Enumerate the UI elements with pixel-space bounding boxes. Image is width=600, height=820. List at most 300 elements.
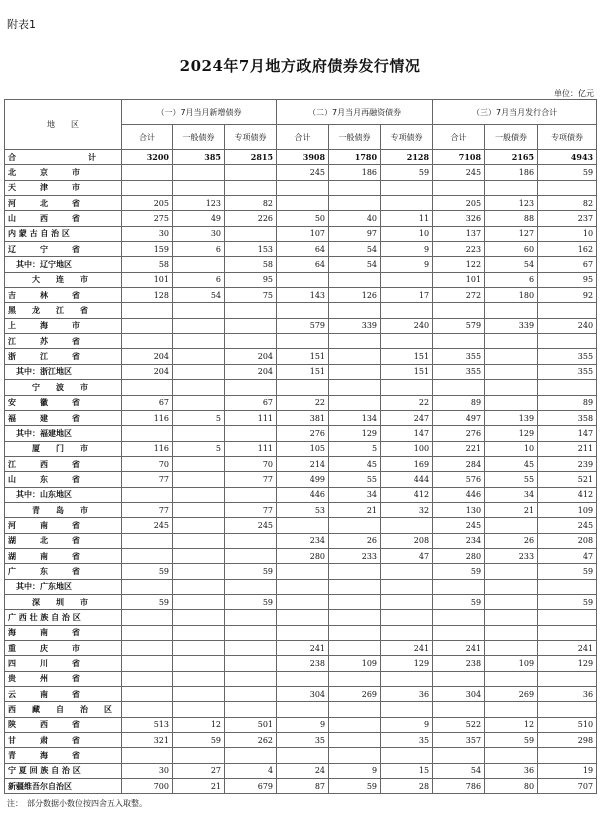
value-cell — [381, 180, 433, 195]
value-cell: 245 — [433, 518, 485, 533]
value-cell: 70 — [225, 456, 277, 471]
value-cell — [485, 641, 538, 656]
value-cell: 2165 — [485, 150, 538, 165]
value-cell — [277, 272, 329, 287]
value-cell — [173, 349, 225, 364]
region-name: 重 庆 市 — [5, 641, 122, 656]
value-cell: 30 — [122, 226, 173, 241]
value-cell: 82 — [538, 196, 597, 211]
value-cell: 446 — [433, 487, 485, 502]
value-cell: 6 — [173, 242, 225, 257]
value-cell — [433, 610, 485, 625]
region-name: 深 圳 市 — [5, 594, 122, 609]
table-row — [5, 733, 597, 748]
value-cell: 700 — [122, 779, 173, 794]
value-cell — [173, 533, 225, 548]
value-cell: 137 — [433, 226, 485, 241]
region-name: 西 藏 自 治 区 — [5, 702, 122, 717]
value-cell — [122, 180, 173, 195]
value-cell: 239 — [538, 456, 597, 471]
region-name: 山 西 省 — [5, 211, 122, 226]
value-cell — [122, 165, 173, 180]
value-cell: 122 — [433, 257, 485, 272]
value-cell — [173, 472, 225, 487]
value-cell: 32 — [381, 502, 433, 517]
table-row — [5, 779, 597, 794]
value-cell: 355 — [433, 364, 485, 379]
table-row — [5, 610, 597, 625]
value-cell — [329, 610, 381, 625]
region-name: 江 西 省 — [5, 456, 122, 471]
value-cell: 11 — [381, 211, 433, 226]
table-row — [5, 763, 597, 778]
header-sub: 一般债券 — [173, 125, 225, 150]
table-row — [5, 671, 597, 686]
value-cell: 6 — [485, 272, 538, 287]
value-cell — [173, 548, 225, 563]
value-cell — [329, 518, 381, 533]
value-cell: 276 — [433, 426, 485, 441]
value-cell — [173, 656, 225, 671]
value-cell — [433, 702, 485, 717]
value-cell — [122, 687, 173, 702]
value-cell — [277, 594, 329, 609]
value-cell — [538, 610, 597, 625]
region-name: 福 建 省 — [5, 410, 122, 425]
table-row — [5, 288, 597, 303]
value-cell: 238 — [277, 656, 329, 671]
value-cell: 22 — [277, 395, 329, 410]
value-cell: 186 — [485, 165, 538, 180]
value-cell: 45 — [329, 456, 381, 471]
region-name: 山 东 省 — [5, 472, 122, 487]
value-cell — [485, 610, 538, 625]
table-row — [5, 656, 597, 671]
value-cell — [329, 364, 381, 379]
value-cell: 107 — [277, 226, 329, 241]
value-cell: 204 — [122, 349, 173, 364]
value-cell — [173, 579, 225, 594]
value-cell: 47 — [538, 548, 597, 563]
value-cell: 70 — [122, 456, 173, 471]
value-cell: 139 — [485, 410, 538, 425]
value-cell: 59 — [433, 594, 485, 609]
value-cell — [433, 748, 485, 763]
value-cell — [122, 487, 173, 502]
value-cell — [433, 671, 485, 686]
value-cell — [173, 610, 225, 625]
table-row — [5, 426, 597, 441]
value-cell: 35 — [381, 733, 433, 748]
value-cell: 169 — [381, 456, 433, 471]
region-name: 广 东 省 — [5, 564, 122, 579]
value-cell: 134 — [329, 410, 381, 425]
value-cell: 82 — [225, 196, 277, 211]
value-cell — [329, 395, 381, 410]
value-cell: 241 — [538, 641, 597, 656]
value-cell — [538, 303, 597, 318]
value-cell — [329, 303, 381, 318]
region-name: 北 京 市 — [5, 165, 122, 180]
value-cell — [381, 196, 433, 211]
value-cell — [485, 594, 538, 609]
region-name: 湖 北 省 — [5, 533, 122, 548]
value-cell: 2128 — [381, 150, 433, 165]
value-cell: 497 — [433, 410, 485, 425]
value-cell: 339 — [485, 318, 538, 333]
value-cell: 357 — [433, 733, 485, 748]
value-cell — [329, 641, 381, 656]
table-row — [5, 533, 597, 548]
table-row — [5, 380, 597, 395]
value-cell — [122, 303, 173, 318]
value-cell: 59 — [433, 564, 485, 579]
value-cell — [538, 334, 597, 349]
region-name: 青 海 省 — [5, 748, 122, 763]
value-cell — [225, 303, 277, 318]
value-cell — [381, 748, 433, 763]
value-cell: 59 — [122, 564, 173, 579]
value-cell: 26 — [329, 533, 381, 548]
value-cell: 385 — [173, 150, 225, 165]
value-cell: 59 — [122, 594, 173, 609]
value-cell — [173, 594, 225, 609]
header-sub: 一般债券 — [485, 125, 538, 150]
value-cell: 576 — [433, 472, 485, 487]
table-row — [5, 472, 597, 487]
value-cell — [538, 702, 597, 717]
value-cell: 95 — [225, 272, 277, 287]
value-cell: 58 — [225, 257, 277, 272]
value-cell: 89 — [433, 395, 485, 410]
value-cell — [433, 625, 485, 640]
value-cell — [381, 272, 433, 287]
value-cell — [122, 334, 173, 349]
region-name: 河 北 省 — [5, 196, 122, 211]
value-cell: 147 — [538, 426, 597, 441]
region-name: 甘 肃 省 — [5, 733, 122, 748]
value-cell: 355 — [538, 364, 597, 379]
value-cell — [225, 671, 277, 686]
value-cell: 9 — [381, 717, 433, 732]
value-cell — [122, 671, 173, 686]
value-cell: 5 — [173, 410, 225, 425]
table-row — [5, 594, 597, 609]
value-cell: 358 — [538, 410, 597, 425]
value-cell — [485, 364, 538, 379]
value-cell — [329, 733, 381, 748]
value-cell — [173, 165, 225, 180]
table-row — [5, 564, 597, 579]
value-cell: 208 — [381, 533, 433, 548]
region-name: 四 川 省 — [5, 656, 122, 671]
value-cell: 304 — [433, 687, 485, 702]
value-cell — [538, 748, 597, 763]
value-cell — [122, 548, 173, 563]
value-cell — [225, 702, 277, 717]
value-cell — [277, 671, 329, 686]
value-cell: 186 — [329, 165, 381, 180]
value-cell: 129 — [381, 656, 433, 671]
value-cell: 355 — [433, 349, 485, 364]
region-name: 其中：辽宁地区 — [5, 257, 122, 272]
value-cell: 53 — [277, 502, 329, 517]
value-cell — [173, 395, 225, 410]
table-row — [5, 226, 597, 241]
value-cell — [122, 641, 173, 656]
value-cell — [122, 702, 173, 717]
value-cell: 59 — [538, 564, 597, 579]
value-cell: 47 — [381, 548, 433, 563]
table-row — [5, 579, 597, 594]
value-cell — [173, 426, 225, 441]
value-cell — [225, 641, 277, 656]
value-cell — [122, 426, 173, 441]
value-cell — [381, 334, 433, 349]
value-cell — [173, 702, 225, 717]
header-group-refinance: （二）7月当月再融资债券 — [277, 100, 433, 125]
value-cell: 355 — [538, 349, 597, 364]
value-cell — [277, 518, 329, 533]
value-cell: 5 — [329, 441, 381, 456]
value-cell — [433, 334, 485, 349]
value-cell — [329, 717, 381, 732]
value-cell: 21 — [329, 502, 381, 517]
value-cell: 129 — [485, 426, 538, 441]
value-cell: 262 — [225, 733, 277, 748]
table-row — [5, 318, 597, 333]
value-cell: 3908 — [277, 150, 329, 165]
region-name: 吉 林 省 — [5, 288, 122, 303]
value-cell — [485, 303, 538, 318]
value-cell: 1780 — [329, 150, 381, 165]
region-name: 上 海 市 — [5, 318, 122, 333]
value-cell: 151 — [381, 349, 433, 364]
value-cell: 59 — [329, 779, 381, 794]
value-cell: 36 — [538, 687, 597, 702]
region-name: 内 蒙 古 自 治 区 — [5, 226, 122, 241]
header-group-new: （一）7月当月新增债券 — [122, 100, 277, 125]
value-cell: 35 — [277, 733, 329, 748]
value-cell — [329, 748, 381, 763]
value-cell: 40 — [329, 211, 381, 226]
value-cell: 89 — [538, 395, 597, 410]
value-cell: 275 — [122, 211, 173, 226]
header-region: 地 区 — [5, 100, 122, 150]
value-cell: 679 — [225, 779, 277, 794]
page-title: 2024年7月地方政府债券发行情况 — [179, 57, 421, 75]
value-cell — [173, 564, 225, 579]
value-cell: 221 — [433, 441, 485, 456]
value-cell — [173, 456, 225, 471]
table-row — [5, 410, 597, 425]
value-cell: 123 — [485, 196, 538, 211]
table-row-total — [5, 150, 597, 165]
value-cell: 67 — [225, 395, 277, 410]
value-cell — [277, 196, 329, 211]
value-cell — [225, 656, 277, 671]
value-cell: 151 — [381, 364, 433, 379]
value-cell — [122, 656, 173, 671]
value-cell — [173, 364, 225, 379]
value-cell: 12 — [485, 717, 538, 732]
value-cell — [381, 518, 433, 533]
value-cell: 100 — [381, 441, 433, 456]
value-cell: 280 — [433, 548, 485, 563]
value-cell: 707 — [538, 779, 597, 794]
value-cell: 97 — [329, 226, 381, 241]
region-name: 广 西 壮 族 自 治 区 — [5, 610, 122, 625]
header-sub: 合计 — [277, 125, 329, 150]
value-cell — [433, 180, 485, 195]
bond-issuance-table — [4, 99, 597, 794]
value-cell: 233 — [485, 548, 538, 563]
table-row — [5, 717, 597, 732]
value-cell: 245 — [433, 165, 485, 180]
value-cell: 58 — [122, 257, 173, 272]
value-cell — [225, 180, 277, 195]
value-cell: 381 — [277, 410, 329, 425]
value-cell: 4 — [225, 763, 277, 778]
value-cell: 151 — [277, 349, 329, 364]
value-cell: 2815 — [225, 150, 277, 165]
value-cell — [277, 579, 329, 594]
value-cell: 59 — [485, 733, 538, 748]
value-cell — [329, 671, 381, 686]
value-cell: 30 — [122, 763, 173, 778]
table-row — [5, 272, 597, 287]
unit-label: 单位：亿元 — [554, 89, 594, 98]
region-name: 天 津 市 — [5, 180, 122, 195]
value-cell: 109 — [538, 502, 597, 517]
value-cell: 128 — [122, 288, 173, 303]
value-cell: 36 — [485, 763, 538, 778]
table-row — [5, 441, 597, 456]
value-cell: 19 — [538, 763, 597, 778]
value-cell — [173, 502, 225, 517]
value-cell — [173, 518, 225, 533]
value-cell: 67 — [122, 395, 173, 410]
value-cell — [173, 334, 225, 349]
region-name: 辽 宁 省 — [5, 242, 122, 257]
value-cell: 127 — [485, 226, 538, 241]
value-cell: 6 — [173, 272, 225, 287]
table-row — [5, 487, 597, 502]
value-cell: 226 — [225, 211, 277, 226]
region-name: 其中：广东地区 — [5, 579, 122, 594]
value-cell: 64 — [277, 242, 329, 257]
value-cell: 10 — [538, 226, 597, 241]
value-cell: 54 — [485, 257, 538, 272]
value-cell — [277, 748, 329, 763]
table-row — [5, 364, 597, 379]
value-cell — [173, 487, 225, 502]
value-cell: 579 — [433, 318, 485, 333]
value-cell — [538, 671, 597, 686]
value-cell: 3200 — [122, 150, 173, 165]
value-cell: 245 — [122, 518, 173, 533]
value-cell: 204 — [225, 364, 277, 379]
value-cell: 269 — [329, 687, 381, 702]
value-cell — [173, 748, 225, 763]
region-name: 大 连 市 — [5, 272, 122, 287]
region-name: 浙 江 省 — [5, 349, 122, 364]
value-cell — [173, 687, 225, 702]
value-cell — [329, 349, 381, 364]
value-cell — [122, 579, 173, 594]
region-name: 江 苏 省 — [5, 334, 122, 349]
value-cell — [173, 318, 225, 333]
value-cell — [329, 380, 381, 395]
region-name: 合 计 — [5, 150, 122, 165]
value-cell — [381, 625, 433, 640]
value-cell: 245 — [225, 518, 277, 533]
value-cell: 59 — [173, 733, 225, 748]
value-cell — [122, 610, 173, 625]
value-cell — [538, 625, 597, 640]
value-cell: 36 — [381, 687, 433, 702]
value-cell: 240 — [381, 318, 433, 333]
value-cell — [173, 625, 225, 640]
value-cell: 109 — [485, 656, 538, 671]
value-cell — [485, 564, 538, 579]
value-cell: 54 — [329, 242, 381, 257]
region-name: 宁 波 市 — [5, 380, 122, 395]
value-cell — [277, 702, 329, 717]
value-cell: 109 — [329, 656, 381, 671]
value-cell — [538, 380, 597, 395]
value-cell: 412 — [538, 487, 597, 502]
value-cell — [433, 303, 485, 318]
value-cell: 510 — [538, 717, 597, 732]
appendix-label: 附表1 — [7, 18, 36, 31]
value-cell — [225, 748, 277, 763]
value-cell: 211 — [538, 441, 597, 456]
value-cell — [173, 380, 225, 395]
value-cell: 126 — [329, 288, 381, 303]
value-cell: 60 — [485, 242, 538, 257]
value-cell: 24 — [277, 763, 329, 778]
region-name: 其中：浙江地区 — [5, 364, 122, 379]
value-cell — [538, 180, 597, 195]
table-row — [5, 641, 597, 656]
value-cell: 245 — [277, 165, 329, 180]
value-cell — [225, 548, 277, 563]
value-cell: 205 — [122, 196, 173, 211]
table-row — [5, 702, 597, 717]
value-cell — [485, 518, 538, 533]
value-cell: 786 — [433, 779, 485, 794]
footnote: 注： 部分数据小数位按四舍五入取整。 — [7, 799, 147, 808]
value-cell: 245 — [538, 518, 597, 533]
value-cell: 241 — [381, 641, 433, 656]
table-row — [5, 242, 597, 257]
value-cell: 4943 — [538, 150, 597, 165]
value-cell — [122, 533, 173, 548]
table-row — [5, 687, 597, 702]
region-name: 贵 州 省 — [5, 671, 122, 686]
value-cell: 12 — [173, 717, 225, 732]
table-row — [5, 180, 597, 195]
value-cell: 501 — [225, 717, 277, 732]
value-cell: 123 — [173, 196, 225, 211]
value-cell: 54 — [433, 763, 485, 778]
value-cell — [433, 380, 485, 395]
value-cell — [225, 579, 277, 594]
table-body — [5, 150, 597, 794]
value-cell — [277, 610, 329, 625]
region-name: 安 徽 省 — [5, 395, 122, 410]
